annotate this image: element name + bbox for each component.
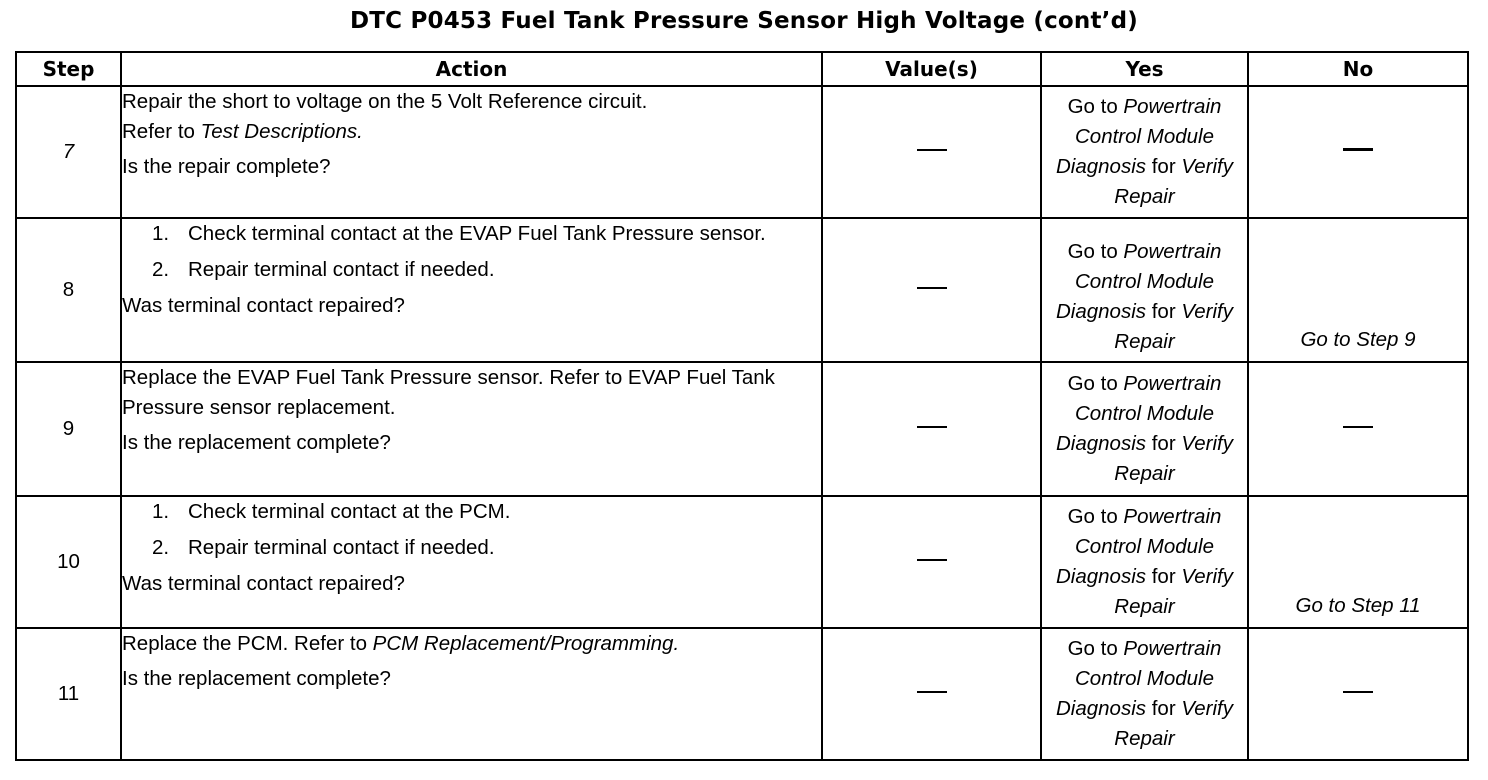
- list-item: [152, 533, 821, 563]
- list-number: 1.: [152, 222, 170, 245]
- step-number: 7: [16, 86, 121, 218]
- table-row: [16, 86, 1468, 218]
- yes-link-pcm-diagnosis: Powertrain Control Module Diagnosis: [1056, 505, 1222, 588]
- yes-link-verify-repair: Verify Repair: [1114, 300, 1233, 353]
- action-cell: [121, 628, 822, 760]
- yes-goto: Go to: [1067, 637, 1124, 660]
- column-header-step: Step: [16, 52, 121, 86]
- column-header-no: No: [1248, 52, 1468, 86]
- yes-link-pcm-diagnosis: Powertrain Control Module Diagnosis: [1056, 372, 1222, 455]
- yes-link-pcm-diagnosis: Powertrain Control Module Diagnosis: [1056, 637, 1222, 720]
- list-text: Repair terminal contact if needed.: [188, 536, 495, 559]
- yes-link-verify-repair: Verify Repair: [1114, 697, 1233, 750]
- action-cell: [121, 362, 822, 496]
- yes-link-pcm-diagnosis: Powertrain Control Module Diagnosis: [1056, 95, 1222, 178]
- step-number: 11: [16, 628, 121, 760]
- no-cell: [1248, 628, 1468, 760]
- yes-for: for: [1146, 697, 1182, 720]
- action-reference: Test Descriptions.: [200, 120, 363, 143]
- yes-for: for: [1146, 300, 1182, 323]
- action-cell: [121, 496, 822, 628]
- list-number: 2.: [152, 258, 170, 281]
- yes-cell: [1041, 496, 1248, 628]
- yes-cell: [1041, 218, 1248, 362]
- dash-mark: [1343, 426, 1373, 428]
- yes-for: for: [1146, 565, 1182, 588]
- action-text-plain: Refer to: [122, 120, 201, 143]
- action-question: Is the replacement complete?: [122, 431, 391, 454]
- column-header-action: Action: [121, 52, 822, 86]
- step-number: 9: [16, 362, 121, 496]
- dash-mark: [917, 426, 947, 428]
- table-row: [16, 628, 1468, 760]
- step-number: 8: [16, 218, 121, 362]
- yes-goto: Go to: [1067, 372, 1124, 395]
- table-header-row: [16, 52, 1468, 86]
- list-number: 2.: [152, 536, 170, 559]
- value-cell: [822, 362, 1041, 496]
- yes-cell: [1041, 362, 1248, 496]
- dash-mark: [917, 559, 947, 561]
- list-item: [152, 255, 821, 285]
- yes-goto: Go to: [1067, 95, 1124, 118]
- yes-link-verify-repair: Verify Repair: [1114, 155, 1233, 208]
- action-text: Replace the EVAP Fuel Tank Pressure sensor. Refer to EVAP Fuel Tank Pressure sensor replacement.: [122, 366, 775, 419]
- step-number: 10: [16, 496, 121, 628]
- page-title: DTC P0453 Fuel Tank Pressure Sensor High Voltage (cont’d): [350, 8, 1138, 34]
- dash-mark: [917, 287, 947, 289]
- value-cell: [822, 496, 1041, 628]
- column-header-yes: Yes: [1041, 52, 1248, 86]
- dash-mark: [1343, 148, 1373, 151]
- list-text: Check terminal contact at the PCM.: [188, 500, 511, 523]
- yes-cell: [1041, 628, 1248, 760]
- no-cell: Go to Step 11: [1248, 496, 1468, 628]
- column-header-values: Value(s): [822, 52, 1041, 86]
- action-cell: [121, 218, 822, 362]
- yes-link-verify-repair: Verify Repair: [1114, 565, 1233, 618]
- value-cell: [822, 218, 1041, 362]
- action-text: Repair the short to voltage on the 5 Volt Reference circuit.: [122, 90, 648, 113]
- action-steps: [122, 497, 821, 563]
- no-cell: [1248, 86, 1468, 218]
- action-text: [122, 117, 821, 147]
- action-steps: [122, 219, 821, 285]
- value-cell: [822, 86, 1041, 218]
- list-item: [152, 219, 821, 249]
- action-text: [122, 629, 821, 659]
- action-text-plain: Replace the PCM. Refer to: [122, 632, 373, 655]
- action-question: Was terminal contact repaired?: [122, 294, 405, 317]
- yes-link-pcm-diagnosis: Powertrain Control Module Diagnosis: [1056, 240, 1222, 323]
- no-cell: [1248, 362, 1468, 496]
- list-text: Check terminal contact at the EVAP Fuel Tank Pressure sensor.: [188, 222, 766, 245]
- dash-mark: [917, 149, 947, 151]
- yes-for: for: [1146, 432, 1182, 455]
- action-cell: [121, 86, 822, 218]
- action-question: Was terminal contact repaired?: [122, 572, 405, 595]
- action-reference: PCM Replacement/Programming.: [372, 632, 680, 655]
- action-question: Is the repair complete?: [122, 155, 331, 178]
- list-number: 1.: [152, 500, 170, 523]
- yes-goto: Go to: [1067, 240, 1124, 263]
- table-row: [16, 218, 1468, 362]
- yes-link-verify-repair: Verify Repair: [1114, 432, 1233, 485]
- yes-cell: [1041, 86, 1248, 218]
- dash-mark: [1343, 691, 1373, 693]
- list-text: Repair terminal contact if needed.: [188, 258, 495, 281]
- no-cell: Go to Step 9: [1248, 218, 1468, 362]
- yes-for: for: [1146, 155, 1182, 178]
- table-row: [16, 496, 1468, 628]
- value-cell: [822, 628, 1041, 760]
- list-item: [152, 497, 821, 527]
- diagnostic-table: [15, 51, 1469, 761]
- action-question: Is the replacement complete?: [122, 667, 391, 690]
- dash-mark: [917, 691, 947, 693]
- yes-goto: Go to: [1067, 505, 1124, 528]
- table-row: [16, 362, 1468, 496]
